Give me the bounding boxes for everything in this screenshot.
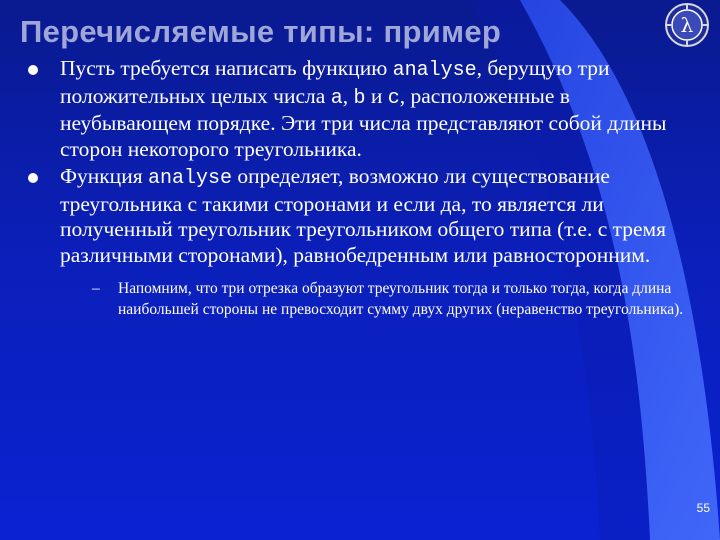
code-a: a — [330, 86, 343, 110]
code-b: b — [353, 86, 366, 110]
sub-bullet-item — [92, 278, 688, 320]
lambda-logo-icon — [664, 2, 710, 48]
bullet-1-text-d: и — [365, 83, 388, 108]
bullet-dot-icon — [28, 65, 38, 75]
dash-marker: – — [92, 280, 100, 297]
bullet-1-text-a: Пусть требуется написать функцию — [60, 56, 393, 80]
code-analyse: analyse — [147, 167, 232, 190]
code-c: c — [387, 86, 400, 110]
bullet-item-1 — [28, 56, 688, 162]
sub-bullet-text: Напомним, что три отрезка образуют треугольник тогда и только тогда, когда длина наибольшей стороны не превосходит сумму двух других (неравенство треугольника). — [118, 280, 684, 318]
page-number: 55 — [696, 501, 710, 515]
bullet-1-text-b: , берущую три положительных целых числа — [60, 56, 610, 108]
slide-title: Перечисляемые типы: пример — [20, 14, 502, 49]
bullet-1-text-c: , — [342, 83, 354, 108]
bullet-2-text-a: Функция — [60, 164, 148, 188]
bullet-2-text-b: определяет, возможно ли существование треугольника с такими сторонами и если да, то является ли полученный треугольник треугольником общего типа (т.е. с тремя различными сторонами), равнобедренным или равносторонним. — [60, 164, 667, 267]
code-analyse: analyse — [392, 59, 477, 82]
lambda-glyph: λ — [680, 13, 694, 37]
bullet-item-2 — [28, 164, 688, 268]
slide-content — [28, 56, 688, 320]
bullet-dot-icon — [28, 173, 38, 183]
bullet-1-text-e: , расположенные в неубывающем порядке. Эти три числа представляют собой длины сторон некоторого треугольника. — [60, 83, 667, 161]
